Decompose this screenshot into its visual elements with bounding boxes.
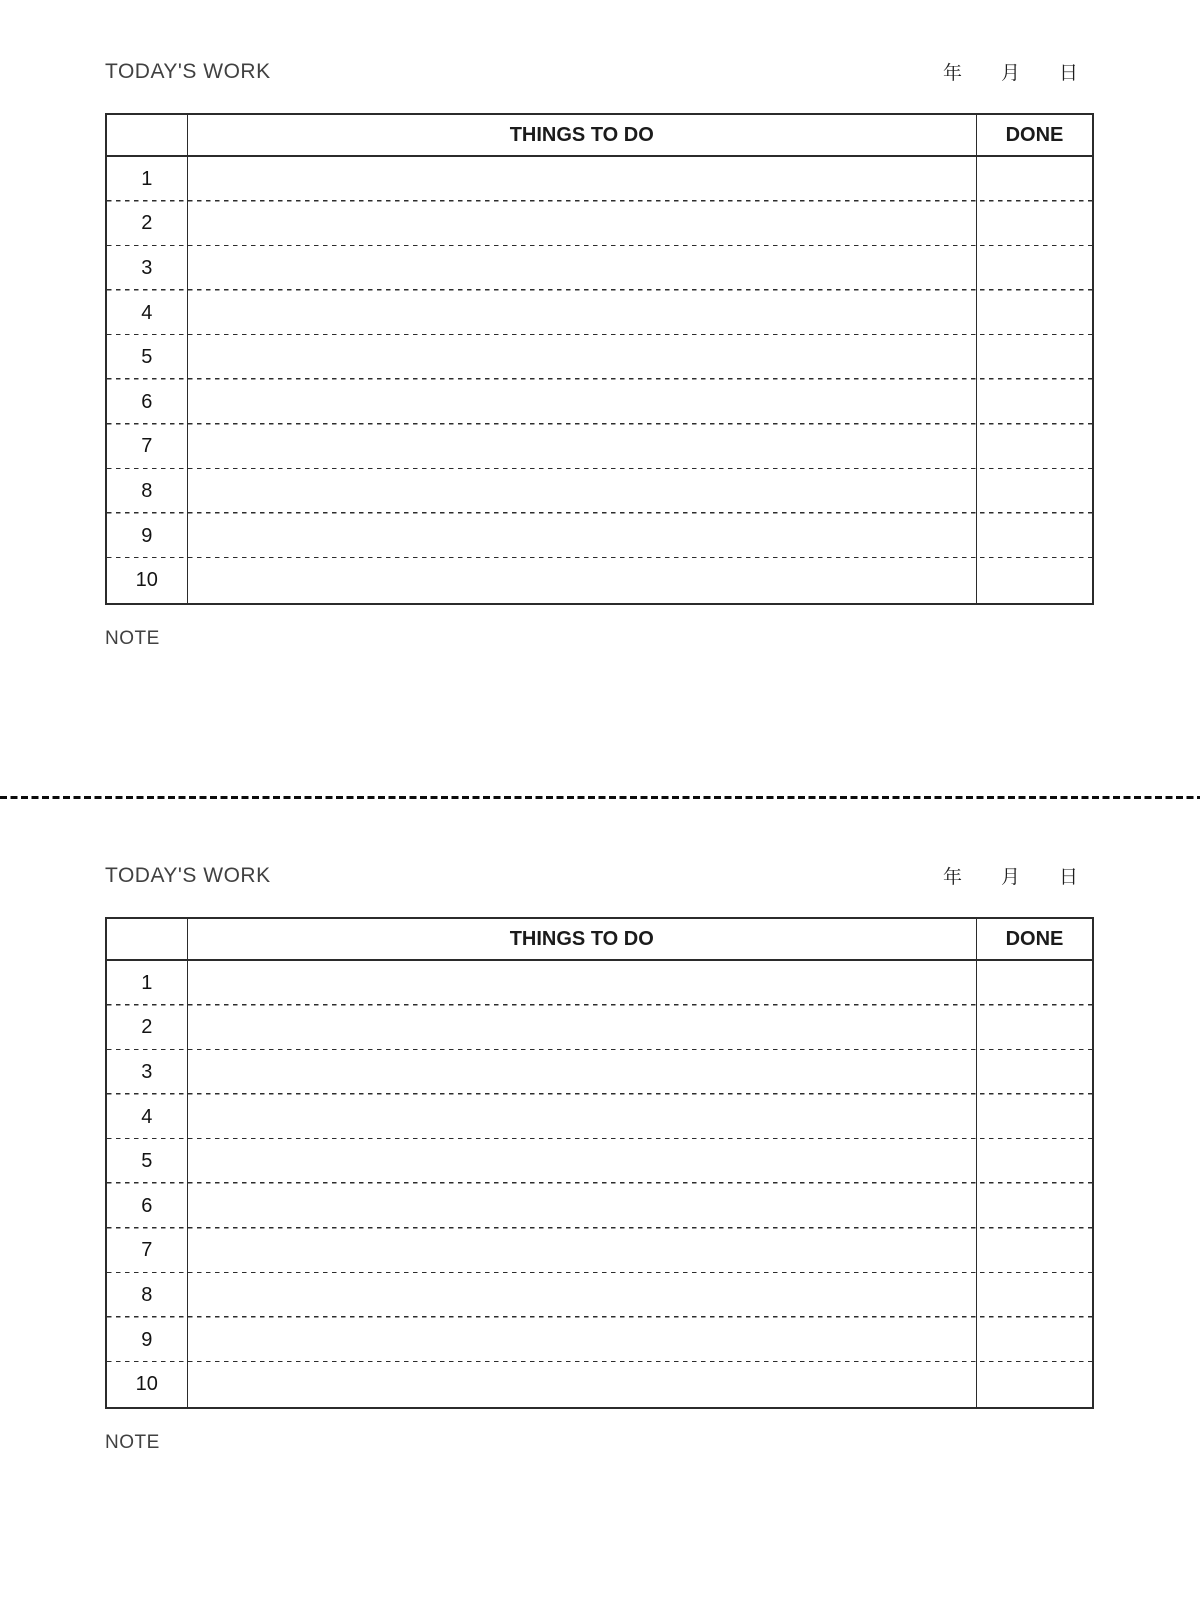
table-row <box>107 1139 1092 1184</box>
row-number-cell: 9 <box>107 514 188 559</box>
note-label: NOTE <box>105 1431 160 1453</box>
done-cell <box>977 514 1092 559</box>
table-row <box>107 1273 1092 1318</box>
things-to-do-header: THINGS TO DO <box>188 919 978 959</box>
done-header: DONE <box>1005 927 1064 950</box>
table-row <box>107 157 1092 202</box>
table-row <box>107 558 1092 603</box>
date-label-year: 年 <box>942 867 962 888</box>
date-fields <box>943 58 1078 85</box>
things-to-do-cell <box>188 1362 978 1407</box>
done-cell <box>977 425 1092 470</box>
row-number-cell: 1 <box>107 961 188 1006</box>
things-to-do-cell <box>188 335 978 380</box>
table-row <box>107 425 1092 470</box>
row-number-cell: 6 <box>107 1184 188 1229</box>
row-number-cell: 10 <box>107 558 188 603</box>
row-number-cell: 7 <box>107 1229 188 1274</box>
row-number-cell: 7 <box>107 425 188 470</box>
things-to-do-cell <box>188 157 978 202</box>
date-label-month: 月 <box>1000 63 1020 84</box>
done-cell <box>977 961 1092 1006</box>
todo-table <box>105 917 1094 1409</box>
page-title: TODAY'S WORK <box>105 863 271 887</box>
done-cell <box>977 157 1092 202</box>
row-number-cell: 10 <box>107 1362 188 1407</box>
things-to-do-cell <box>188 1050 978 1095</box>
row-number-cell: 8 <box>107 1273 188 1318</box>
done-cell <box>977 246 1092 291</box>
date-label-month: 月 <box>1000 867 1020 888</box>
table-row <box>107 961 1092 1006</box>
date-label-day: 日 <box>1058 63 1078 84</box>
row-number-cell: 3 <box>107 246 188 291</box>
done-cell <box>977 558 1092 603</box>
sheet-header <box>105 862 1094 889</box>
row-number-cell: 9 <box>107 1318 188 1363</box>
things-to-do-cell <box>188 1095 978 1140</box>
done-cell <box>977 1139 1092 1184</box>
things-to-do-cell <box>188 380 978 425</box>
table-row <box>107 291 1092 336</box>
done-cell <box>977 291 1092 336</box>
done-cell <box>977 202 1092 247</box>
things-to-do-header: THINGS TO DO <box>188 115 978 155</box>
done-cell <box>977 380 1092 425</box>
row-number-cell: 4 <box>107 1095 188 1140</box>
sheet-header <box>105 58 1094 85</box>
table-header-row <box>107 115 1092 157</box>
done-cell <box>977 1318 1092 1363</box>
things-to-do-cell <box>188 558 978 603</box>
note-label: NOTE <box>105 627 160 649</box>
done-cell <box>977 1229 1092 1274</box>
row-number-cell: 2 <box>107 202 188 247</box>
row-number-cell: 4 <box>107 291 188 336</box>
things-to-do-cell <box>188 1318 978 1363</box>
date-fields <box>943 862 1078 889</box>
number-column-header <box>107 115 188 155</box>
table-row <box>107 246 1092 291</box>
table-row <box>107 202 1092 247</box>
done-cell <box>977 1184 1092 1229</box>
page-title: TODAY'S WORK <box>105 59 271 83</box>
done-header: DONE <box>1005 123 1064 146</box>
table-row <box>107 1229 1092 1274</box>
table-row <box>107 1095 1092 1140</box>
todo-sheet-top <box>0 0 1200 796</box>
row-number-cell: 1 <box>107 157 188 202</box>
done-cell <box>977 1095 1092 1140</box>
things-to-do-cell <box>188 1229 978 1274</box>
row-number-cell: 5 <box>107 335 188 380</box>
table-row <box>107 1184 1092 1229</box>
done-cell <box>977 469 1092 514</box>
done-cell <box>977 1273 1092 1318</box>
things-to-do-cell <box>188 202 978 247</box>
things-to-do-cell <box>188 1273 978 1318</box>
table-body <box>107 157 1092 603</box>
row-number-cell: 8 <box>107 469 188 514</box>
done-cell <box>977 1006 1092 1051</box>
table-row <box>107 1362 1092 1407</box>
things-to-do-cell <box>188 961 978 1006</box>
table-row <box>107 514 1092 559</box>
things-to-do-cell <box>188 291 978 336</box>
done-cell <box>977 1362 1092 1407</box>
table-row <box>107 380 1092 425</box>
done-cell <box>977 1050 1092 1095</box>
date-label-year: 年 <box>942 63 962 84</box>
things-to-do-cell <box>188 1006 978 1051</box>
things-to-do-cell <box>188 469 978 514</box>
table-row <box>107 1006 1092 1051</box>
things-to-do-cell <box>188 246 978 291</box>
table-row <box>107 1050 1092 1095</box>
table-row <box>107 335 1092 380</box>
row-number-cell: 3 <box>107 1050 188 1095</box>
table-row <box>107 1318 1092 1363</box>
todo-table <box>105 113 1094 605</box>
number-column-header <box>107 919 188 959</box>
things-to-do-cell <box>188 514 978 559</box>
things-to-do-cell <box>188 1184 978 1229</box>
done-cell <box>977 335 1092 380</box>
date-label-day: 日 <box>1058 867 1078 888</box>
table-row <box>107 469 1092 514</box>
table-body <box>107 961 1092 1407</box>
things-to-do-cell <box>188 425 978 470</box>
row-number-cell: 2 <box>107 1006 188 1051</box>
table-header-row <box>107 919 1092 961</box>
row-number-cell: 5 <box>107 1139 188 1184</box>
todo-sheet-bottom <box>0 799 1200 1600</box>
row-number-cell: 6 <box>107 380 188 425</box>
things-to-do-cell <box>188 1139 978 1184</box>
